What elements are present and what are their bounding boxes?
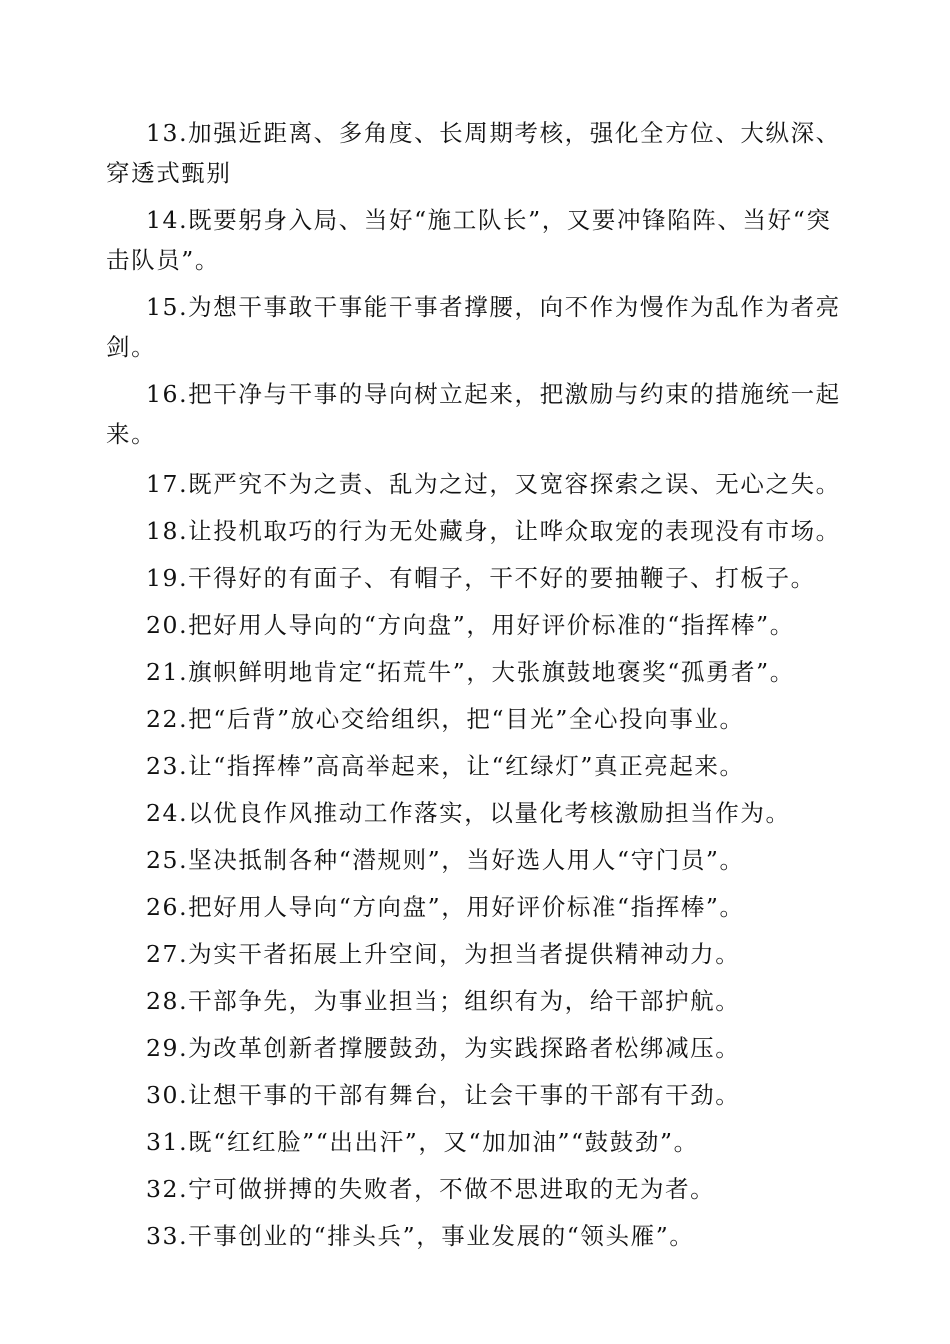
list-item: 21.旗帜鲜明地肯定“拓荒牛”，大张旗鼓地褒奖“孤勇者”。 <box>146 658 795 686</box>
list-item: 22.把“后背”放心交给组织，把“目光”全心投向事业。 <box>146 705 745 733</box>
list-item: 15.为想干事敢干事能干事者撑腰，向不作为慢作为乱作为者亮剑。 <box>106 293 841 361</box>
list-item: 18.让投机取巧的行为无处藏身，让哗众取宠的表现没有市场。 <box>146 517 841 545</box>
list-item: 19.干得好的有面子、有帽子，干不好的要抽鞭子、打板子。 <box>146 564 816 592</box>
list-item: 24.以优良作风推动工作落实，以量化考核激励担当作为。 <box>146 799 791 827</box>
document-body <box>106 113 846 1260</box>
list-item: 13.加强近距离、多角度、长周期考核，强化全方位、大纵深、穿透式甄别 <box>106 119 841 187</box>
list-item: 28.干部争先，为事业担当；组织有为，给干部护航。 <box>146 987 741 1015</box>
list-item: 17.既严究不为之责、乱为之过，又宽容探索之误、无心之失。 <box>146 470 841 498</box>
list-item: 26.把好用人导向“方向盘”，用好评价标准“指挥棒”。 <box>146 893 745 921</box>
list-item: 32.宁可做拼搏的失败者，不做不思进取的无为者。 <box>146 1175 716 1203</box>
list-item: 14.既要躬身入局、当好“施工队长”，又要冲锋陷阵、当好“突击队员”。 <box>106 206 832 274</box>
list-item: 33.干事创业的“排头兵”，事业发展的“领头雁”。 <box>146 1222 695 1250</box>
list-item: 27.为实干者拓展上升空间，为担当者提供精神动力。 <box>146 940 741 968</box>
list-item: 29.为改革创新者撑腰鼓劲，为实践探路者松绑减压。 <box>146 1034 741 1062</box>
list-item: 25.坚决抵制各种“潜规则”，当好选人用人“守门员”。 <box>146 846 745 874</box>
list-item: 30.让想干事的干部有舞台，让会干事的干部有干劲。 <box>146 1081 741 1109</box>
list-item: 31.既“红红脸”“出出汗”，又“加加油”“鼓鼓劲”。 <box>146 1128 699 1156</box>
list-item: 23.让“指挥棒”高高举起来，让“红绿灯”真正亮起来。 <box>146 752 745 780</box>
list-item: 20.把好用人导向的“方向盘”，用好评价标准的“指挥棒”。 <box>146 611 795 639</box>
list-item: 16.把干净与干事的导向树立起来，把激励与约束的措施统一起来。 <box>106 380 841 448</box>
